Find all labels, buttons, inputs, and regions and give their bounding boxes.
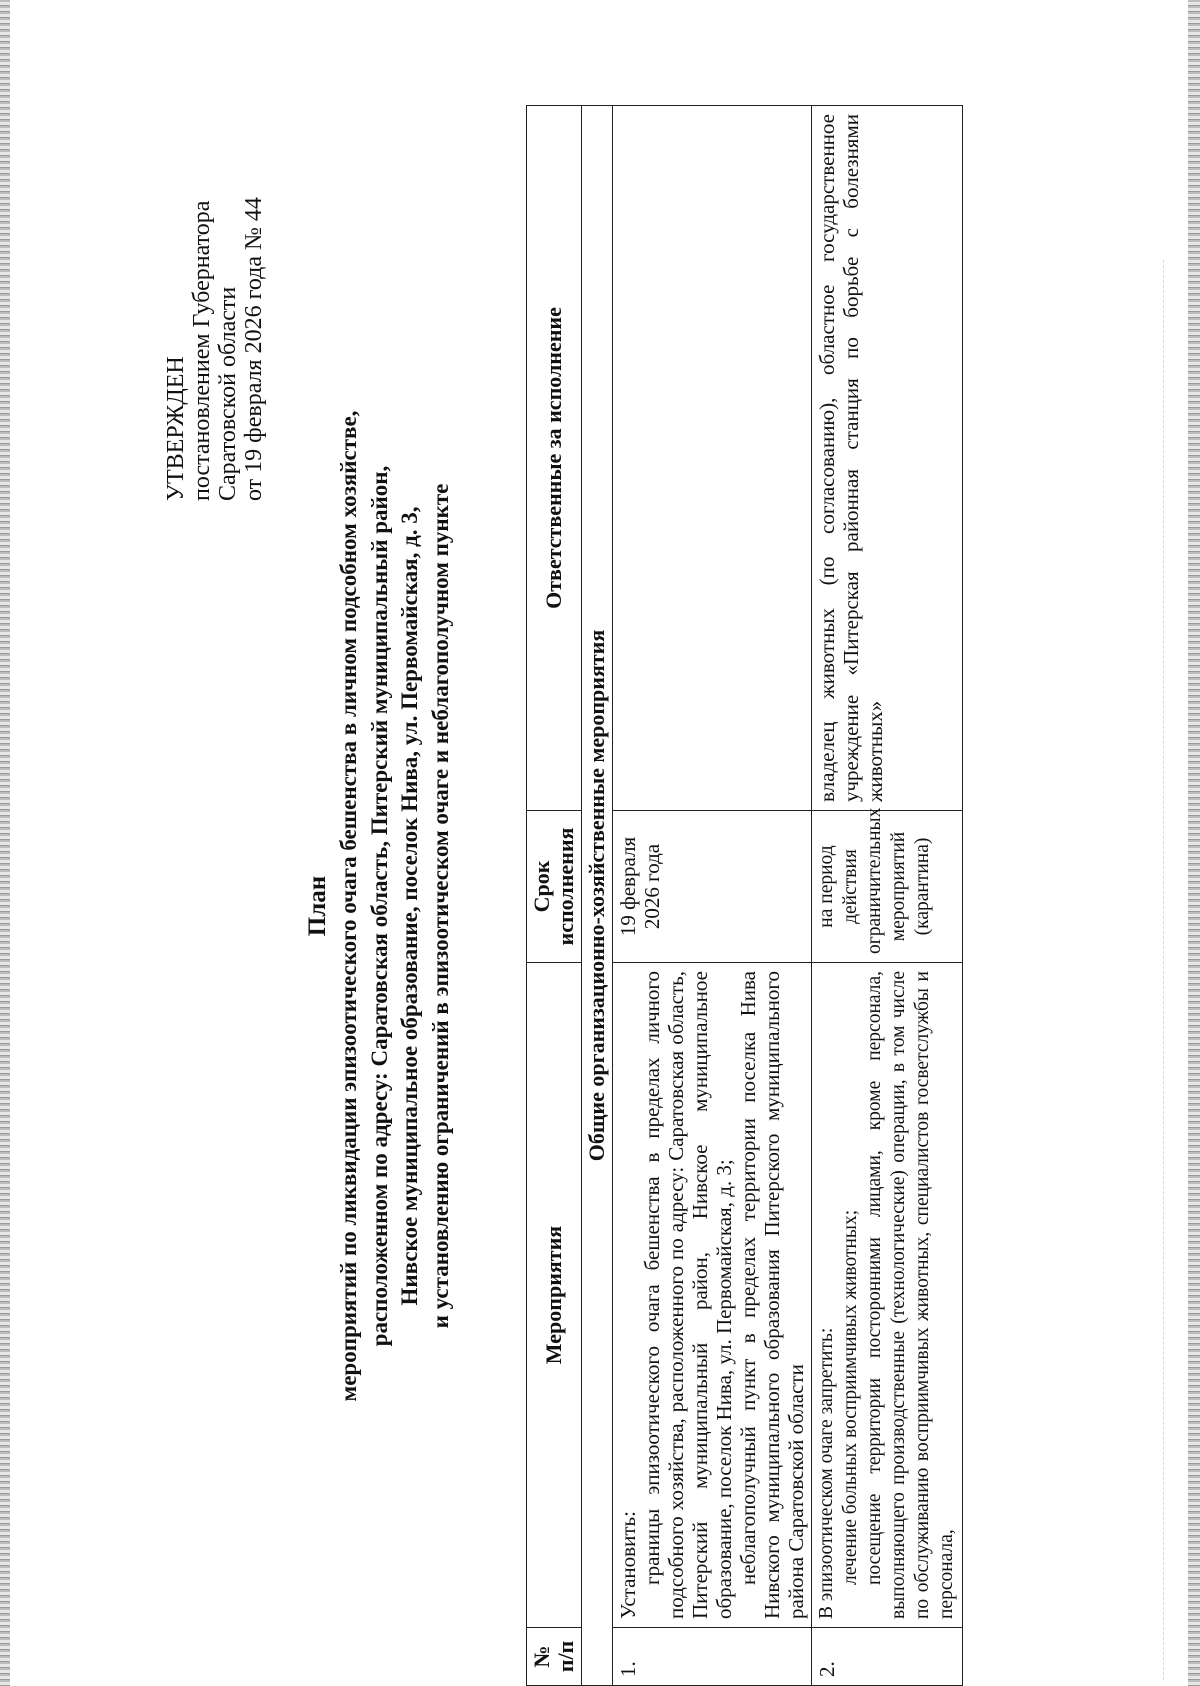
table-header-row <box>527 106 582 1686</box>
section-title: Общие организационно-хозяйственные мероприятия <box>582 106 613 1686</box>
title-heading: План <box>304 875 331 937</box>
approval-line: постановлением Губернатора <box>189 200 215 501</box>
activity-paragraph: посещение территории посторонними лицами, кроме персонала, выполняющего производственные (технологические) операции, в том числе по обслуживанию восприимчивых животных, специалистов госветслужбы и персонала, <box>864 971 957 1619</box>
approval-stamp <box>163 31 267 501</box>
approval-title: УТВЕРЖДЕН <box>163 356 189 501</box>
title-line: мероприятий по ликвидации эпизоотического очага бешенства в личном подсобном хозяйстве, <box>336 410 361 1402</box>
activity-paragraph: границы эпизоотического очага бешенства в пределах личного подсобного хозяйства, расположенного по адресу: Саратовская область, Питерский муниципальный район, Нивское муниципальное образование, поселок Нива, ул. Первомайская, д. 3; <box>640 971 736 1619</box>
deadline-cell: на период действия ограничительных мероприятий (карантина) <box>812 811 963 963</box>
header-responsible: Ответственные за исполнение <box>527 106 582 811</box>
responsible-cell: владелец животных (по согласованию), областное государственное учреждение «Питерская районная станция по борьбе с болезнями животных» <box>812 106 963 811</box>
activity-paragraph: В эпизоотическом очаге запретить: <box>816 1327 837 1619</box>
row-number: 2. <box>812 1628 963 1686</box>
responsible-cell <box>613 106 812 811</box>
activity-cell <box>812 963 963 1628</box>
table-row <box>812 106 963 1686</box>
title-line: Нивское муниципальное образование, поселок Нива, ул. Первомайская, д. 3, <box>397 506 422 1306</box>
deadline-cell: 19 февраля 2026 года <box>613 811 812 963</box>
activity-paragraph: Установить: <box>616 1511 640 1619</box>
activity-paragraph: лечение больных восприимчивых животных; <box>840 1209 861 1585</box>
table-row <box>613 106 812 1686</box>
title-line: и установлению ограничений в эпизоотическом очаге и неблагополучном пункте <box>427 483 453 1329</box>
section-row <box>582 106 613 1686</box>
document-title <box>302 206 456 1606</box>
title-line: расположенном по адресу: Саратовская область, Питерский муниципальный район, <box>366 465 392 1347</box>
approval-line: Саратовской области <box>215 286 241 501</box>
plan-table <box>526 105 963 1686</box>
row-number: 1. <box>613 1628 812 1686</box>
approval-date: от 19 февраля 2026 года № 44 <box>241 197 267 501</box>
header-number: № п/п <box>527 1628 582 1686</box>
activity-paragraph: неблагополучный пункт в пределах территории поселка Нива Нивского муниципального образования Питерского муниципального района Саратовской области <box>736 971 808 1619</box>
header-deadline: Срок исполнения <box>527 811 582 963</box>
activity-cell <box>613 963 812 1628</box>
header-activity: Мероприятия <box>527 963 582 1628</box>
